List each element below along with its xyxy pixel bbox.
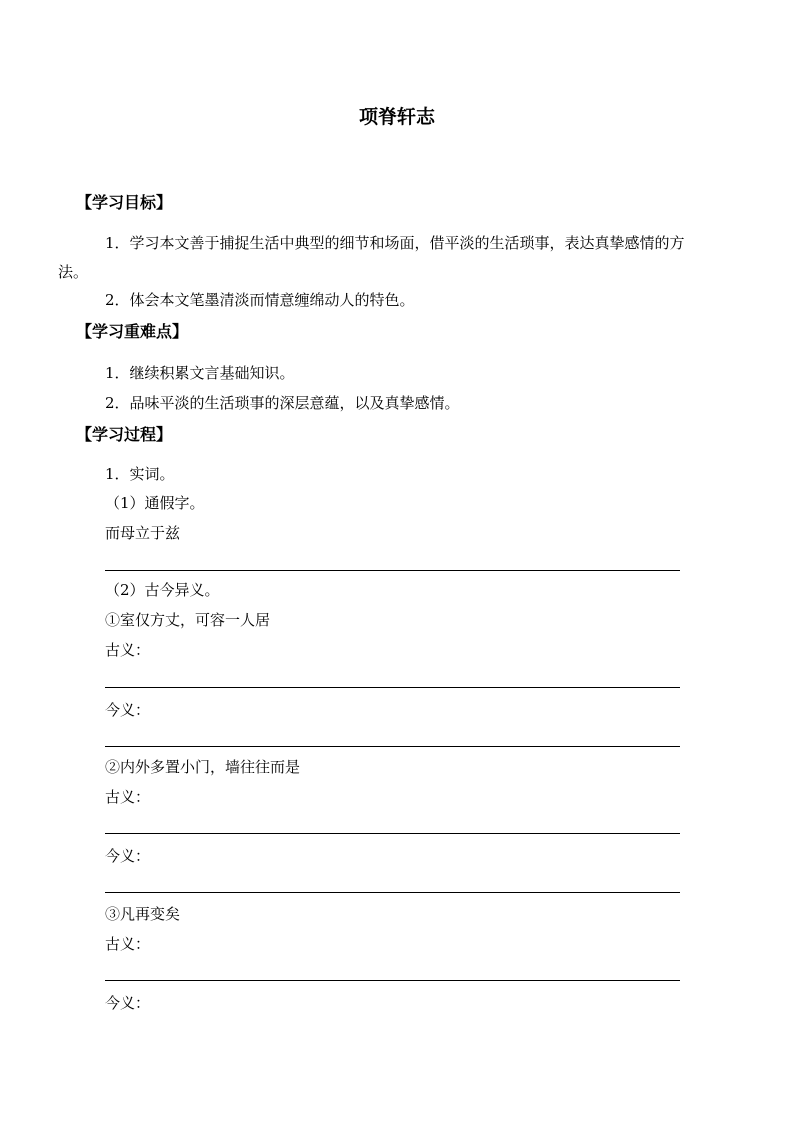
keypoint-item-2: 2．品味平淡的生活琐事的深层意蕴，以及真挚感情。: [105, 394, 460, 412]
question-2: ②内外多置小门，墙往往而是: [105, 758, 301, 776]
section-heading-goals: 【学习目标】: [76, 193, 173, 212]
goal-item-1-continued: 法。: [58, 263, 89, 281]
answer-line: [105, 892, 680, 893]
section-heading-process: 【学习过程】: [76, 425, 173, 444]
ancient-meaning-label: 古义：: [105, 641, 151, 659]
goal-item-2: 2．体会本文笔墨清淡而情意缠绵动人的特色。: [105, 291, 415, 309]
modern-meaning-label: 今义：: [105, 701, 151, 719]
page-title: 项脊轩志: [358, 106, 435, 128]
question-3: ③凡再变矣: [105, 905, 181, 923]
answer-line: [105, 746, 680, 747]
ancient-meaning-label: 古义：: [105, 935, 151, 953]
process-item-1: 1．实词。: [105, 465, 175, 483]
answer-line: [105, 833, 680, 834]
example-sentence-1: 而母立于兹: [105, 524, 181, 542]
goal-item-1: 1．学习本文善于捕捉生活中典型的细节和场面，借平淡的生活琐事，表达真挚感情的方: [105, 234, 685, 252]
answer-line: [105, 570, 680, 571]
modern-meaning-label: 今义：: [105, 994, 151, 1012]
sub-heading-tongjiazi: （1）通假字。: [105, 494, 205, 512]
ancient-meaning-label: 古义：: [105, 788, 151, 806]
question-1: ①室仅方丈，可容一人居: [105, 611, 271, 629]
answer-line: [105, 687, 680, 688]
modern-meaning-label: 今义：: [105, 847, 151, 865]
answer-line: [105, 980, 680, 981]
keypoint-item-1: 1．继续积累文言基础知识。: [105, 364, 295, 382]
section-heading-keypoints: 【学习重难点】: [76, 322, 189, 341]
sub-heading-gujinyiyi: （2）古今异义。: [105, 581, 220, 599]
